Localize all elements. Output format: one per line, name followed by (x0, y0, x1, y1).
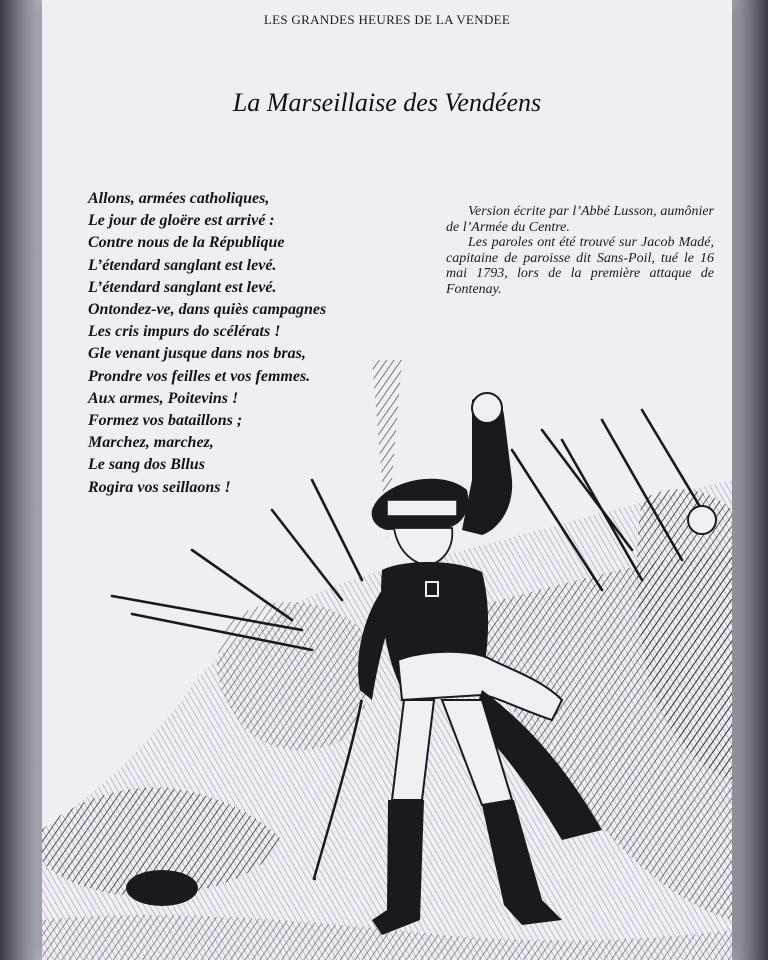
poem-line: Les cris impurs do scélérats ! (88, 323, 281, 341)
poem-line: Ontondez-ve, dans quiès campagnes (88, 301, 327, 319)
source-note-paragraph: Version écrite par l’Abbé Lusson, aumônier de l’Armée du Centre. (446, 204, 714, 235)
page-title: La Marseillaise des Vendéens (232, 88, 542, 117)
poem-line: Marchez, marchez, (88, 434, 214, 452)
poem-line: Rogira vos seillaons ! (88, 478, 231, 496)
book-page (42, 0, 732, 960)
source-note (446, 204, 714, 298)
engraving-vendean-officer-leading-charge-icon (42, 360, 732, 960)
poem-line: Allons, armées catholiques, (88, 190, 270, 207)
poem-line: L’étendard sanglant est levé. (88, 256, 277, 274)
poem-line: Formez vos bataillons ; (88, 412, 243, 430)
poem-line: Aux armes, Poitevins ! (88, 389, 239, 407)
poem-line: L’étendard sanglant est levé. (88, 278, 277, 296)
source-note-paragraph: Les paroles ont été trouvé sur Jacob Madé, capitaine de paroisse dit Sans-Poil, tué le 16 mai 1793, lors de la première attaque de Fontenay. (446, 235, 714, 297)
poem-line: Le jour de gloëre est arrivé : (88, 212, 275, 230)
running-header: LES GRANDES HEURES DE LA VENDEE (263, 12, 511, 27)
poem-line: Le sang dos Bllus (88, 456, 205, 474)
poem-line: Gle venant jusque dans nos bras, (88, 345, 306, 363)
poem-line: Prondre vos feilles et vos femmes. (88, 367, 311, 385)
poem-line: Contre nous de la République (88, 234, 285, 252)
